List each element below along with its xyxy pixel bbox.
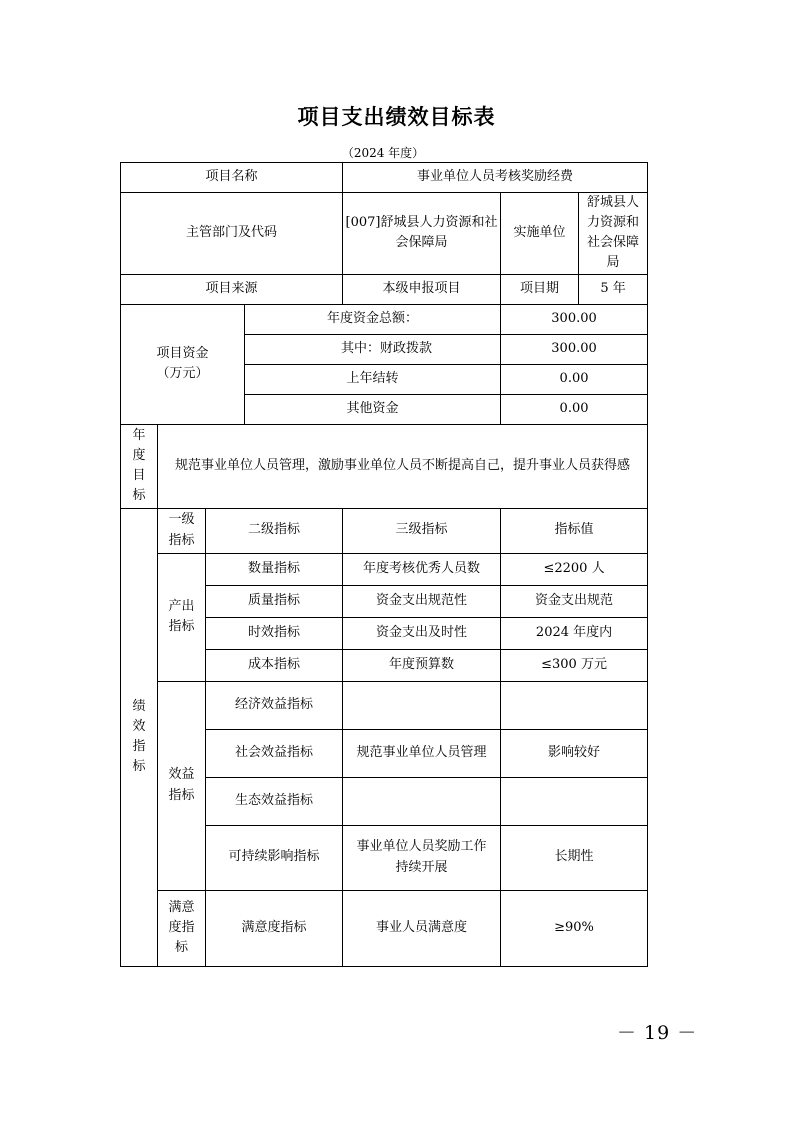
funds-total-label: 年度资金总额： bbox=[245, 304, 501, 334]
level3-cell: 规范事业单位人员管理 bbox=[343, 729, 501, 777]
level2-cell: 满意度指标 bbox=[206, 890, 343, 966]
level3-cell: 资金支出规范性 bbox=[343, 585, 501, 617]
table-row bbox=[121, 553, 648, 585]
performance-target-table bbox=[120, 162, 648, 967]
project-name-value: 事业单位人员考核奖励经费 bbox=[343, 163, 648, 193]
indicators-label: 绩效指标 bbox=[121, 508, 158, 966]
table-row bbox=[121, 681, 648, 729]
table-row bbox=[121, 304, 648, 334]
level2-cell: 社会效益指标 bbox=[206, 729, 343, 777]
table-row bbox=[121, 890, 648, 966]
level3-cell: 年度预算数 bbox=[343, 649, 501, 681]
level3-cell bbox=[343, 777, 501, 825]
level2-cell: 经济效益指标 bbox=[206, 681, 343, 729]
header-level2: 二级指标 bbox=[206, 508, 343, 553]
value-cell: 2024 年度内 bbox=[501, 617, 648, 649]
level2-cell: 生态效益指标 bbox=[206, 777, 343, 825]
value-cell: ≥90% bbox=[501, 890, 648, 966]
value-cell: 影响较好 bbox=[501, 729, 648, 777]
level3-cell: 事业人员满意度 bbox=[343, 890, 501, 966]
impl-value: 舒城县人力资源和社会保障局 bbox=[579, 193, 648, 275]
table-row bbox=[121, 193, 648, 275]
annual-goal-label: 年度目标 bbox=[121, 424, 158, 508]
value-cell: ≤300 万元 bbox=[501, 649, 648, 681]
value-cell bbox=[501, 681, 648, 729]
level2-cell: 可持续影响指标 bbox=[206, 825, 343, 890]
dept-label: 主管部门及代码 bbox=[121, 193, 343, 275]
project-name-label: 项目名称 bbox=[121, 163, 343, 193]
level3-cell: 年度考核优秀人员数 bbox=[343, 553, 501, 585]
level1-output: 产出指标 bbox=[158, 553, 206, 681]
level2-cell: 成本指标 bbox=[206, 649, 343, 681]
level3-cell: 资金支出及时性 bbox=[343, 617, 501, 649]
table-row bbox=[121, 508, 648, 553]
page-title: 项目支出绩效目标表 bbox=[297, 105, 496, 129]
level1-satisfaction: 满意度指标 bbox=[158, 890, 206, 966]
funds-carryover-value: 0.00 bbox=[501, 364, 648, 394]
level2-cell: 质量指标 bbox=[206, 585, 343, 617]
value-cell: 资金支出规范 bbox=[501, 585, 648, 617]
annual-goal-text: 规范事业单位人员管理，激励事业单位人员不断提高自己，提升事业人员获得感 bbox=[158, 424, 648, 508]
level2-cell: 数量指标 bbox=[206, 553, 343, 585]
funds-other-label: 其他资金 bbox=[245, 394, 501, 424]
page-number: － 19 － bbox=[617, 1022, 698, 1044]
table-row bbox=[121, 274, 648, 304]
header-level1: 一级指标 bbox=[158, 508, 206, 553]
funds-total-value: 300.00 bbox=[501, 304, 648, 334]
level3-cell: 事业单位人员奖励工作持续开展 bbox=[343, 825, 501, 890]
source-value: 本级申报项目 bbox=[343, 274, 501, 304]
level1-benefit: 效益指标 bbox=[158, 681, 206, 890]
source-label: 项目来源 bbox=[121, 274, 343, 304]
funds-fiscal-label: 其中：财政拨款 bbox=[245, 334, 501, 364]
funds-label: 项目资金（万元） bbox=[121, 304, 245, 424]
level2-cell: 时效指标 bbox=[206, 617, 343, 649]
funds-other-value: 0.00 bbox=[501, 394, 648, 424]
table-row bbox=[121, 424, 648, 508]
period-value: 5 年 bbox=[579, 274, 648, 304]
period-label: 项目期 bbox=[501, 274, 579, 304]
dept-value: [007]舒城县人力资源和社会保障局 bbox=[343, 193, 501, 275]
impl-label: 实施单位 bbox=[501, 193, 579, 275]
year-note: （2024 年度） bbox=[341, 146, 425, 160]
value-cell: 长期性 bbox=[501, 825, 648, 890]
header-level3: 三级指标 bbox=[343, 508, 501, 553]
header-value: 指标值 bbox=[501, 508, 648, 553]
funds-carryover-label: 上年结转 bbox=[245, 364, 501, 394]
table-row bbox=[121, 163, 648, 193]
value-cell: ≤2200 人 bbox=[501, 553, 648, 585]
funds-fiscal-value: 300.00 bbox=[501, 334, 648, 364]
level3-cell bbox=[343, 681, 501, 729]
value-cell bbox=[501, 777, 648, 825]
